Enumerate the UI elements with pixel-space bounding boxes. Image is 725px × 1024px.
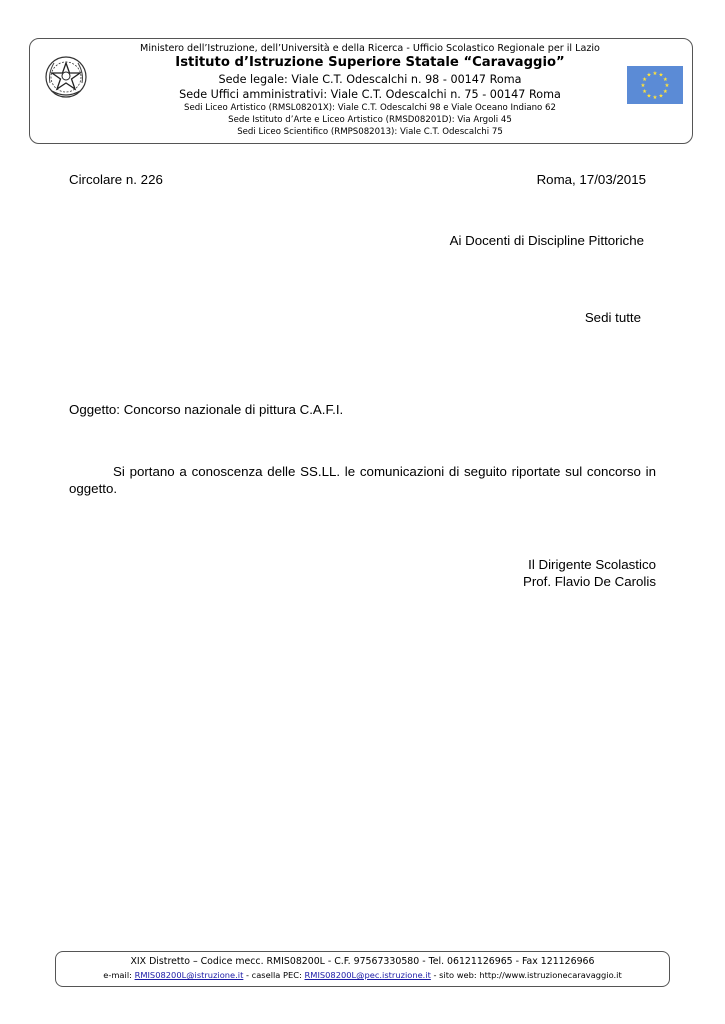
eu-star-icon: ★	[642, 77, 648, 83]
eu-star-icon: ★	[646, 72, 652, 79]
eu-star-icon: ★	[652, 71, 658, 77]
eu-star-icon: ★	[664, 83, 670, 89]
footer	[55, 951, 670, 987]
letter-date: Roma, 17/03/2015	[536, 172, 646, 187]
website-text: - sito web: http://www.istruzionecaravaggio.it	[430, 970, 622, 980]
sede-istituto-arte: Sede Istituto d’Arte e Liceo Artistico (RMSD08201D): Via Argoli 45	[228, 115, 512, 125]
eu-star-icon: ★	[658, 72, 664, 79]
pec-label: - casella PEC:	[243, 970, 305, 980]
letterhead	[29, 38, 693, 144]
sede-uffici: Sede Uffici amministrativi: Viale C.T. Odescalchi n. 75 - 00147 Roma	[179, 88, 561, 101]
eu-star-icon: ★	[662, 89, 668, 95]
email-link[interactable]: RMIS08200L@istruzione.it	[134, 970, 244, 980]
recipients: Ai Docenti di Discipline Pittoriche	[449, 233, 644, 248]
sedi-tutte: Sedi tutte	[584, 310, 641, 325]
signature-role: Il Dirigente Scolastico	[528, 557, 656, 572]
sedi-liceo-artistico: Sedi Liceo Artistico (RMSL08201X): Viale C.T. Odescalchi 98 e Viale Oceano Indiano 62	[183, 103, 556, 113]
eu-star-icon: ★	[640, 83, 646, 89]
italian-republic-emblem-icon	[44, 53, 88, 101]
pec-link[interactable]: RMIS08200L@pec.istruzione.it	[304, 970, 431, 980]
eu-star-icon: ★	[652, 95, 658, 101]
circolare-number: Circolare n. 226	[69, 172, 163, 187]
sedi-liceo-scientifico: Sedi Liceo Scientifico (RMPS082013): Viale C.T. Odescalchi 75	[237, 127, 503, 137]
footer-contacts	[56, 970, 669, 980]
letter-body: Si portano a conoscenza delle SS.LL. le comunicazioni di seguito riportate sul concorso in oggetto.	[69, 464, 656, 496]
eu-star-icon: ★	[642, 89, 648, 95]
european-union-flag-icon	[627, 66, 683, 104]
eu-star-icon: ★	[646, 93, 652, 100]
ministry-line: Ministero dell’Istruzione, dell’Università e della Ricerca - Ufficio Scolastico Regionale per il Lazio	[140, 43, 600, 54]
subject-line: Oggetto: Concorso nazionale di pittura C.A.F.I.	[69, 402, 344, 417]
email-label: e-mail:	[103, 970, 135, 980]
sede-legale: Sede legale: Viale C.T. Odescalchi n. 98 - 00147 Roma	[218, 73, 522, 86]
institute-title: Istituto d’Istruzione Superiore Statale “Caravaggio”	[175, 55, 565, 70]
eu-star-icon: ★	[662, 77, 668, 83]
signature-name: Prof. Flavio De Carolis	[522, 574, 656, 589]
eu-star-icon: ★	[658, 93, 664, 100]
footer-info: XIX Distretto – Codice mecc. RMIS08200L - C.F. 97567330580 - Tel. 06121126965 - Fax 121126966	[130, 956, 595, 967]
